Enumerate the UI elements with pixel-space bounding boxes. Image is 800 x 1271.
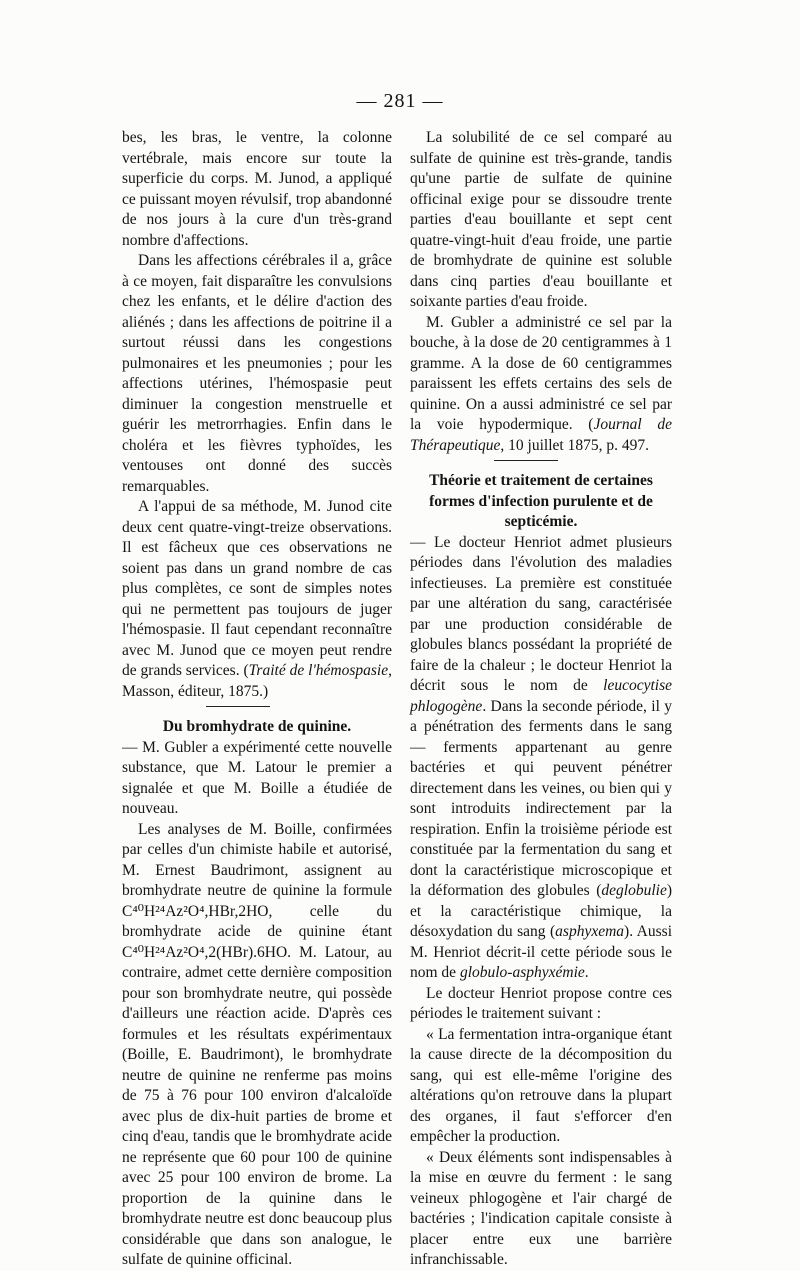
paragraph-text: , celle du bromhydrate acide de quinine étant	[122, 902, 392, 940]
paragraph-text: Les analyses de M. Boille, confirmées par celles d'un chimiste habile et autorisé, M. Ernest Baudrimont, assignent au bromhydrate neutre de quinine la formule	[122, 820, 392, 899]
medical-term: leucocytise phlogogène	[410, 677, 672, 715]
paragraph-text: A l'appui de sa méthode, M. Junod cite deux cent quatre-vingt-treize observations. Il est fâcheux que ces observations ne soient pas dans un grand nombre de cas plus complètes, ce sont de simples notes qui ne permettent pas toujours de juger l'hémospasie. Il faut cependant reconnaître avec M. Junod que ce moyen peut rendre de grands services. (	[122, 498, 392, 679]
medical-term: deglobulie	[601, 882, 667, 899]
paragraph: « La fermentation intra-organique étant la cause directe de la décomposition du sang, qui est elle-même l'origine des altérations qu'on retrouve dans la plupart des organes, il faut s'efforcer d'en empêcher la production.	[410, 1025, 672, 1145]
paragraph: Le docteur Henriot propose contre ces périodes le traitement suivant :	[410, 984, 672, 1022]
medical-term: asphyxema	[555, 923, 625, 940]
paragraph-text: ). Aussi M. Henriot décrit-il cette période sous le nom de	[410, 923, 672, 981]
chemical-formula: C⁴⁰H²⁴Az²O⁴,HBr,2HO	[122, 902, 269, 920]
paragraph	[122, 497, 392, 702]
right-column	[410, 128, 672, 1271]
paragraph: Dans les affections cérébrales il a, grâce à ce moyen, fait disparaître les convulsions chez les enfants, et le délire d'action des aliénés ; dans les affections de poitrine il a surtout réussi dans les congestions pulmonaires et les pneumonies ; pour les affections utérines, l'hémospasie peut diminuer la congestion menstruelle et guérir les metrorrhagies. Enfin dans le choléra et les fièvres typhoïdes, les ventouses ont donné des succès remarquables.	[122, 252, 392, 495]
paragraph	[410, 313, 672, 457]
paragraph	[410, 533, 672, 984]
citation-details: , 10 juillet 1875, p. 497.	[500, 436, 649, 454]
paragraph-text: .	[584, 964, 589, 981]
paragraph-text: M. Gubler a administré ce sel par la bouche, à la dose de 20 centigrammes à 1 gramme. A la dose de 60 centigrammes paraissent les effets certains des sels de quinine. On a aussi administré ce sel par la voie hypodermique. (	[410, 313, 672, 433]
citation-title: Journal de Thérapeutique	[410, 416, 672, 454]
paragraph: bes, les bras, le ventre, la colonne vertébrale, mais encore sur toute la superficie du corps. M. Junod, a appliqué ce puissant moyen révulsif, trop abandonné de nos jours à la cure d'un très-grand nombre d'affections.	[122, 129, 392, 249]
paragraph-text: ) et la caractéristique chimique, la désoxydation du sang (	[410, 882, 672, 940]
left-column	[122, 128, 392, 1271]
citation-title: Traité de l'hémospasie	[248, 662, 389, 679]
chemical-formula: C⁴⁰H²⁴Az²O⁴,2(HBr).6HO	[122, 943, 288, 961]
paragraph-text: . M. Latour, au contraire, admet cette dernière composition pour son bromhydrate neutre, qui possède d'ailleurs une réaction acide. D'après ces formules et les résultats expérimentaux (Boille, E. Baudrimont), le bromhydrate neutre de quinine ne renferme pas moins de 75 à 76 pour 100 environ d'alcaloïde avec plus de dix-huit parties de brome et cinq d'eau, tandis que le bromhydrate acide ne représente que 60 pour 100 de quinine avec 25 pour 100 environ de brome. La proportion de la quinine dans le bromhydrate neutre est donc beaucoup plus considérable que dans son analogue, le sulfate de quinine officinal.	[122, 943, 392, 1268]
paragraph	[122, 820, 392, 1271]
page-number: — 281 —	[356, 90, 444, 112]
paragraph: « Deux éléments sont indispensables à la mise en œuvre du ferment : le sang veineux phlogogène et l'air chargé de bactéries ; l'indication capitale consiste à placer entre eux une barrière infranchissable.	[410, 1148, 672, 1268]
section-heading: Théorie et traitement de certaines formes d'infection purulente et de septicémie.	[429, 472, 653, 530]
paragraph-text: — Le docteur Henriot admet plusieurs périodes dans l'évolution des maladies infectieuses. La première est constituée par une altération du sang, caractérisée par une production considérable de globules blancs possédant la propriété de faire de la chaleur ; le docteur Henriot la décrit sous le nom de	[410, 533, 672, 694]
paragraph: La solubilité de ce sel comparé au sulfate de quinine est très-grande, tandis qu'une partie de sulfate de quinine officinal exige pour se dissoudre trente parties d'eau bouillante et sept cent quatre-vingt-huit d'eau froide, une partie de bromhydrate de quinine est soluble dans cinq parties d'eau bouillante et soixante parties d'eau froide.	[410, 129, 672, 310]
separator-rule	[206, 706, 270, 707]
paragraph-text: . Dans la seconde période, il y a pénétration des ferments dans le sang — ferments appartenant au genre bactéries et qui peuvent pénétrer directement dans les veines, ou bien qui y sont introduits indirectement par la respiration. Enfin la troisième période est constituée par la fermentation du sang et dont la caractéristique microscopique et la déformation des globules (	[410, 697, 672, 899]
citation-publisher: , Masson, éditeur, 1875.)	[122, 662, 392, 700]
section-heading: Du bromhydrate de quinine.	[162, 718, 352, 735]
separator-rule	[494, 460, 558, 461]
medical-term: globulo-asphyxémie	[459, 964, 585, 981]
paragraph: — M. Gubler a expérimenté cette nouvelle substance, que M. Latour le premier a signalée et que M. Boille a étudiée de nouveau.	[122, 738, 392, 817]
